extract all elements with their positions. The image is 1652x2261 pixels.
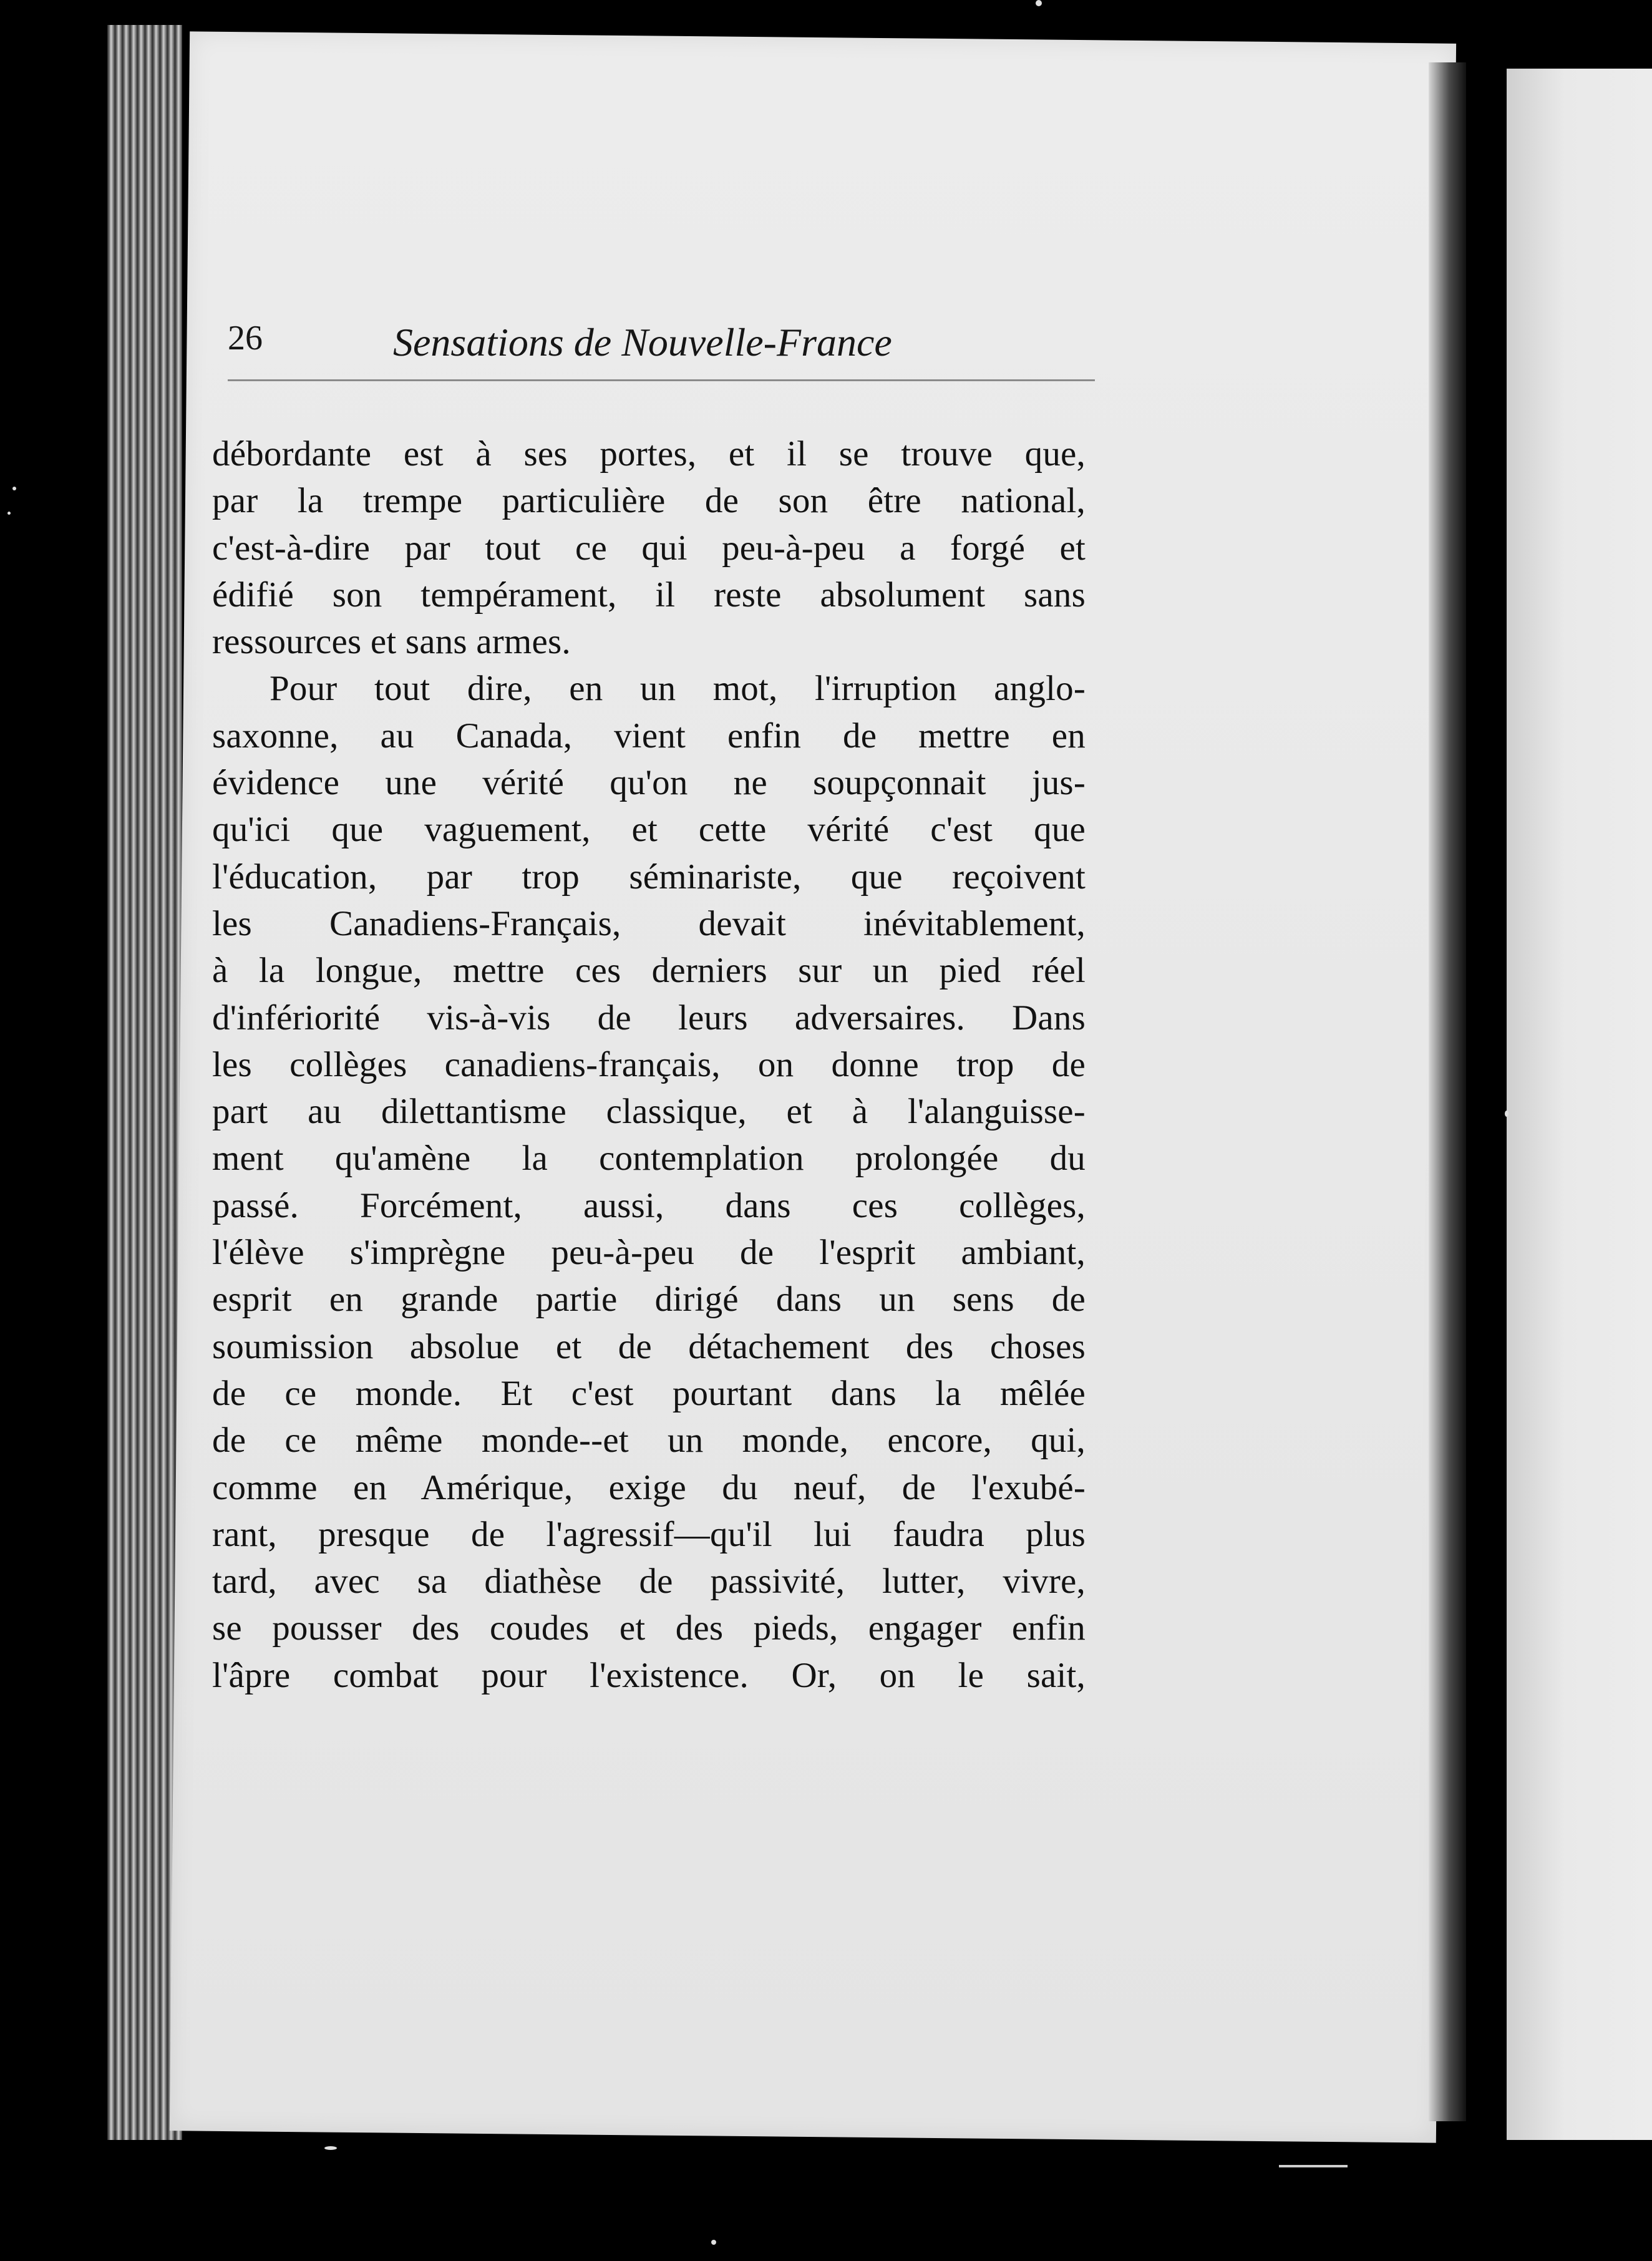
paragraph [212,665,1086,1699]
text-line: part au dilettantisme classique, et à l'alanguisse- [212,1092,1086,1132]
text-line: qu'ici que vaguement, et cette vérité c'est que [212,810,1086,850]
text-line: saxonne, au Canada, vient enfin de mettre en [212,716,1086,756]
text-line: soumission absolue et de détachement des choses [212,1326,1086,1366]
text-line: rant, presque de l'agressif—qu'il lui faudra plus [212,1514,1086,1554]
text-line: c'est-à-dire par tout ce qui peu-à-peu a forgé et [212,528,1086,568]
facing-page [1507,69,1652,2140]
paragraph [212,430,1086,665]
text-line: par la trempe particulière de son être national, [212,481,1086,521]
text-line: édifié son tempérament, il reste absolument sans [212,575,1086,615]
text-line: ment qu'amène la contemplation prolongée du [212,1139,1086,1179]
header-rule [228,379,1095,381]
text-line: évidence une vérité qu'on ne soupçonnait jus- [212,763,1086,803]
text-line: tard, avec sa diathèse de passivité, lutter, vivre, [212,1562,1086,1602]
text-line: les Canadiens-Français, devait inévitablement, [212,903,1086,943]
text-line: l'élève s'imprègne peu-à-peu de l'esprit ambiant, [212,1233,1086,1273]
text-line: les collèges canadiens-français, on donne trop de [212,1044,1086,1084]
book-binding-shadow [1429,62,1466,2121]
text-line: se pousser des coudes et des pieds, engager enfin [212,1608,1086,1648]
text-line: d'infériorité vis-à-vis de leurs adversaires. Dans [212,998,1086,1038]
text-line: débordante est à ses portes, et il se trouve que, [212,434,1086,474]
text-line: comme en Amérique, exige du neuf, de l'exubé- [212,1467,1086,1507]
text-line: l'âpre combat pour l'existence. Or, on le sait, [212,1655,1086,1695]
page-number: 26 [228,319,263,357]
running-title: Sensations de Nouvelle-France [393,320,892,364]
text-line: passé. Forcément, aussi, dans ces collèges, [212,1185,1086,1225]
text-line: de ce même monde--et un monde, encore, qui, [212,1421,1086,1461]
text-line: à la longue, mettre ces derniers sur un pied réel [212,951,1086,991]
text-line: esprit en grande partie dirigé dans un sens de [212,1280,1086,1320]
body-text [212,430,1086,1699]
text-line: Pour tout dire, en un mot, l'irruption anglo- [270,669,1086,709]
running-head [228,318,1263,368]
text-line: l'éducation, par trop séminariste, que reçoivent [212,857,1086,897]
text-line: ressources et sans armes. [212,622,571,662]
text-line: de ce monde. Et c'est pourtant dans la mêlée [212,1373,1086,1413]
stacked-page-edges [107,25,182,2140]
